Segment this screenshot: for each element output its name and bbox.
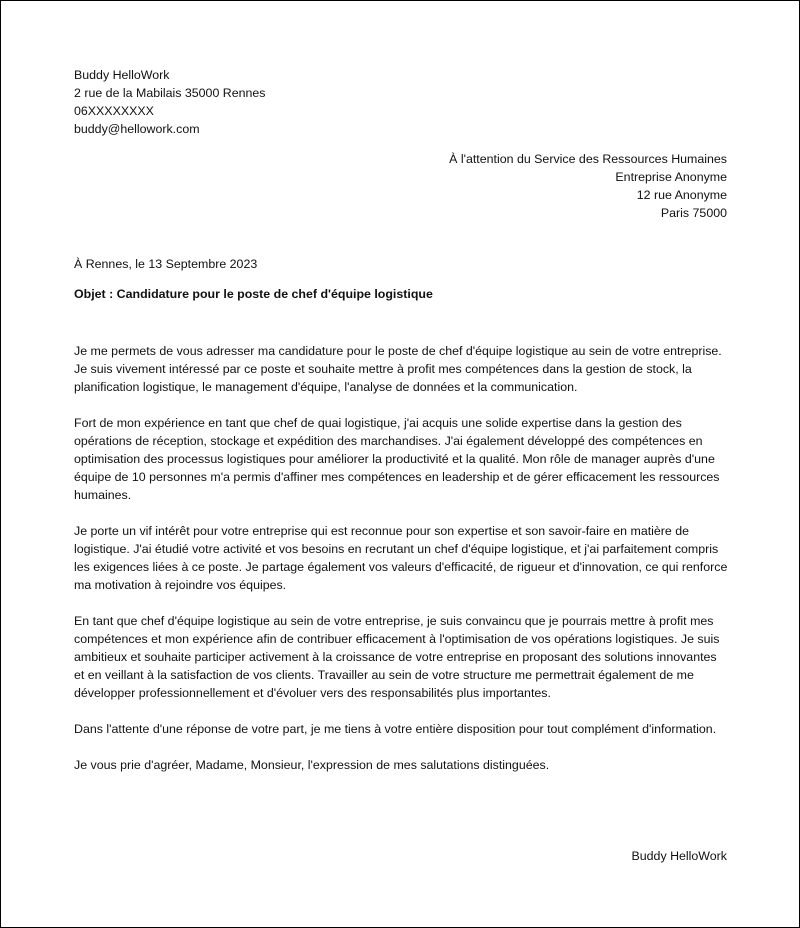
recipient-street: 12 rue Anonyme: [636, 188, 727, 202]
body-paragraph-5: Dans l'attente d'une réponse de votre part, je me tiens à votre entière disposition pour tout complément d'information.: [74, 722, 717, 736]
sender-email: buddy@hellowork.com: [74, 122, 200, 136]
sender-phone: 06XXXXXXXX: [74, 104, 154, 118]
body-paragraph-1: Je me permets de vous adresser ma candidature pour le poste de chef d'équipe logistique au sein de votre entreprise. Je suis vivement intéressé par ce poste et souhaite mettre à profit mes compétences dans la gestion de stock, la planification logistique, le management d'équipe, l'analyse de données et la communication.: [74, 344, 722, 394]
sender-name: Buddy HelloWork: [74, 68, 170, 82]
signature: Buddy HelloWork: [631, 849, 727, 863]
recipient-block: [449, 150, 727, 222]
body-paragraph-3: Je porte un vif intérêt pour votre entreprise qui est reconnue pour son expertise et son savoir-faire en matière de logistique. J'ai étudié votre activité et vos besoins en recrutant un chef d'équipe logistique, et j'ai parfaitement compris les exigences liées à ce poste. Je partage également vos valeurs d'efficacité, de rigueur et d'innovation, ce qui renforce ma motivation à rejoindre vos équipes.: [74, 524, 728, 592]
date-line: À Rennes, le 13 Septembre 2023: [74, 257, 258, 271]
body-paragraph-4: En tant que chef d'équipe logistique au sein de votre entreprise, je suis convaincu que je pourrais mettre à profit mes compétences et mon expérience afin de contribuer efficacement à l'optimisation de vos opérations logistiques. Je suis ambitieux et souhaite participer activement à la croissance de votre entreprise en proposant des solutions innovantes et en veillant à la satisfaction de vos clients. Travailler au sein de votre structure me permettrait également de me développer professionnellement et d'évoluer vers des responsabilités plus importantes.: [74, 614, 720, 700]
letter-body: [74, 342, 730, 792]
closing-paragraph: Je vous prie d'agréer, Madame, Monsieur, l'expression de mes salutations distinguées.: [74, 758, 550, 772]
letter-subject: Objet : Candidature pour le poste de chef d'équipe logistique: [74, 287, 433, 301]
recipient-company: Entreprise Anonyme: [615, 170, 727, 184]
sender-block: [74, 66, 730, 138]
recipient-attention: À l'attention du Service des Ressources Humaines: [449, 152, 727, 166]
body-paragraph-2: Fort de mon expérience en tant que chef de quai logistique, j'ai acquis une solide expertise dans la gestion des opérations de réception, stockage et expédition des marchandises. J'ai également développé des compétences en optimisation des processus logistiques pour améliorer la productivité et la qualité. Mon rôle de manager auprès d'une équipe de 10 personnes m'a permis d'affiner mes compétences en leadership et de gérer efficacement les ressources humaines.: [74, 416, 720, 502]
sender-address: 2 rue de la Mabilais 35000 Rennes: [74, 86, 266, 100]
recipient-city: Paris 75000: [660, 206, 727, 220]
